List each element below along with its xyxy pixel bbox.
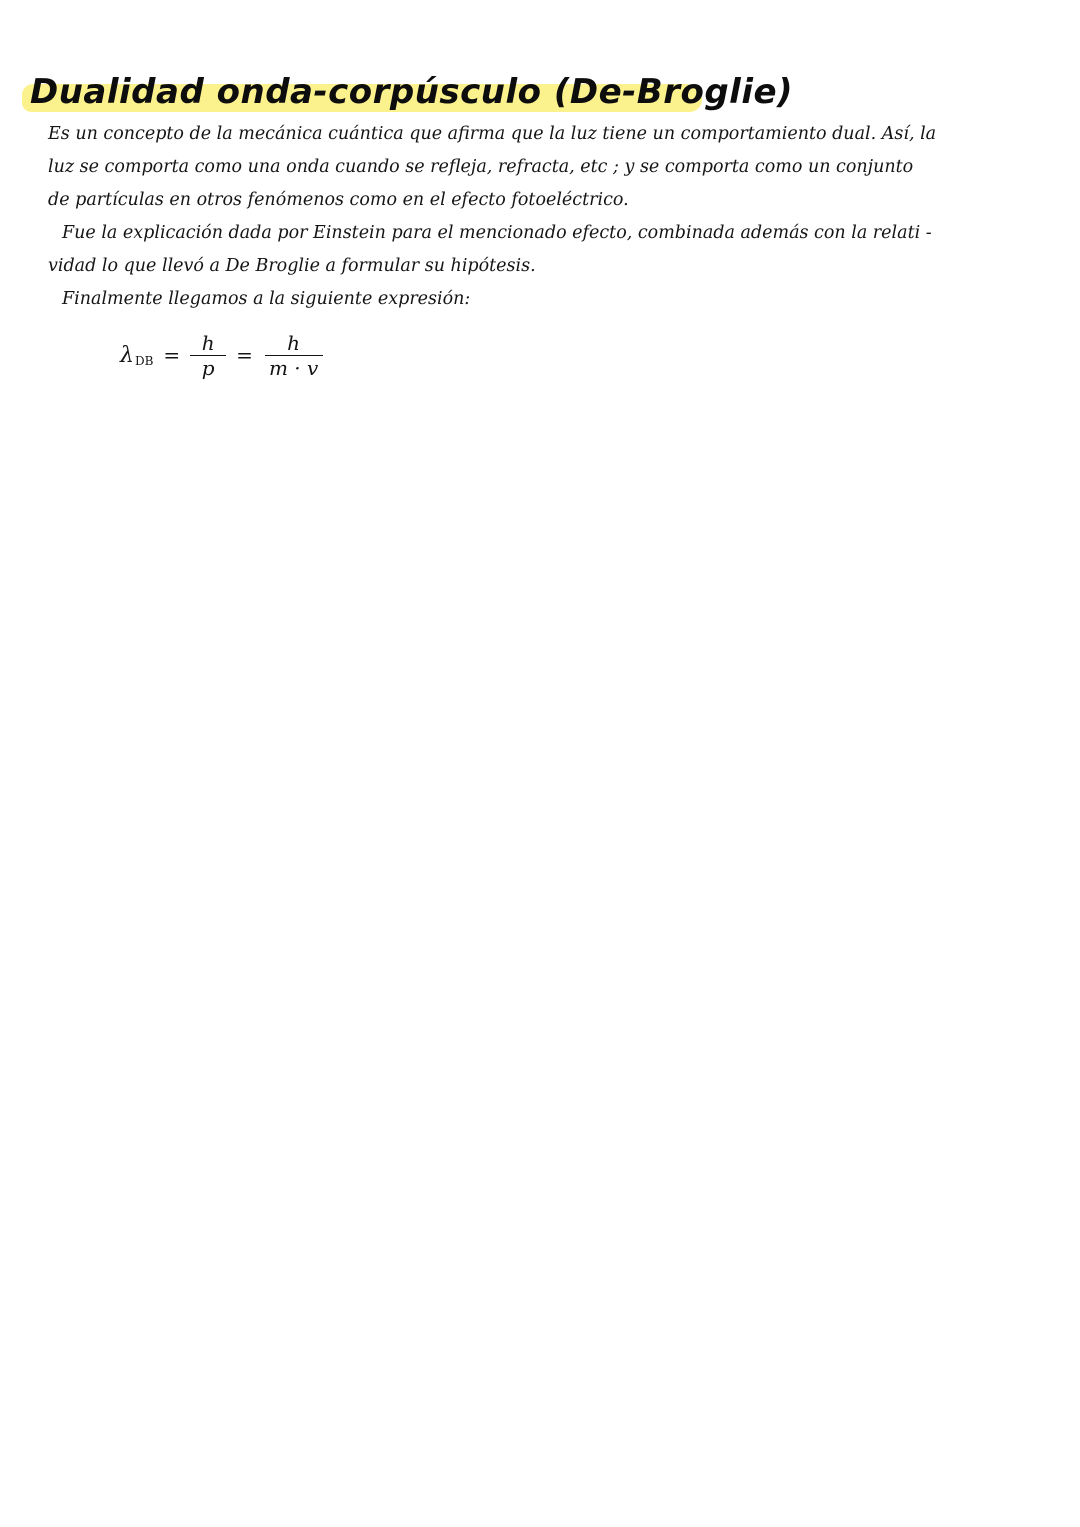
- lambda-symbol: λ: [120, 342, 134, 368]
- fraction-1-numerator: h: [201, 330, 215, 355]
- paragraph-1-line-3: de partículas en otros fenómenos como en el efecto fotoeléctrico.: [48, 190, 629, 210]
- page-title: Dualidad onda-corpúsculo (De-Broglie): [30, 72, 794, 112]
- fraction-h-over-p: [190, 331, 226, 380]
- fraction-2-denominator: m · v: [268, 355, 319, 380]
- paragraph-2-line-2: vidad lo que llevó a De Broglie a formular su hipótesis.: [48, 256, 536, 276]
- lambda-subscript: DB: [134, 354, 154, 368]
- paragraph-1-line-2: luz se comporta como una onda cuando se refleja, refracta, etc ; y se comporta como un conjunto: [48, 157, 914, 177]
- paragraph-3-line-1: Finalmente llegamos a la siguiente expresión:: [62, 289, 471, 309]
- paragraph-2-line-1: Fue la explicación dada por Einstein para el mencionado efecto, combinada además con la relati -: [62, 223, 932, 243]
- equals-sign-2: =: [236, 343, 253, 367]
- fraction-h-over-mv: [263, 331, 324, 380]
- title-block: [22, 70, 794, 118]
- fraction-1-denominator: p: [201, 355, 215, 380]
- body-text: [48, 118, 1058, 316]
- paragraph-1-line-1: Es un concepto de la mecánica cuántica que afirma que la luz tiene un comportamiento dual. Así, la: [48, 124, 937, 144]
- equals-sign-1: =: [163, 343, 181, 367]
- de-broglie-formula: [120, 325, 324, 385]
- fraction-2-numerator: h: [287, 330, 301, 355]
